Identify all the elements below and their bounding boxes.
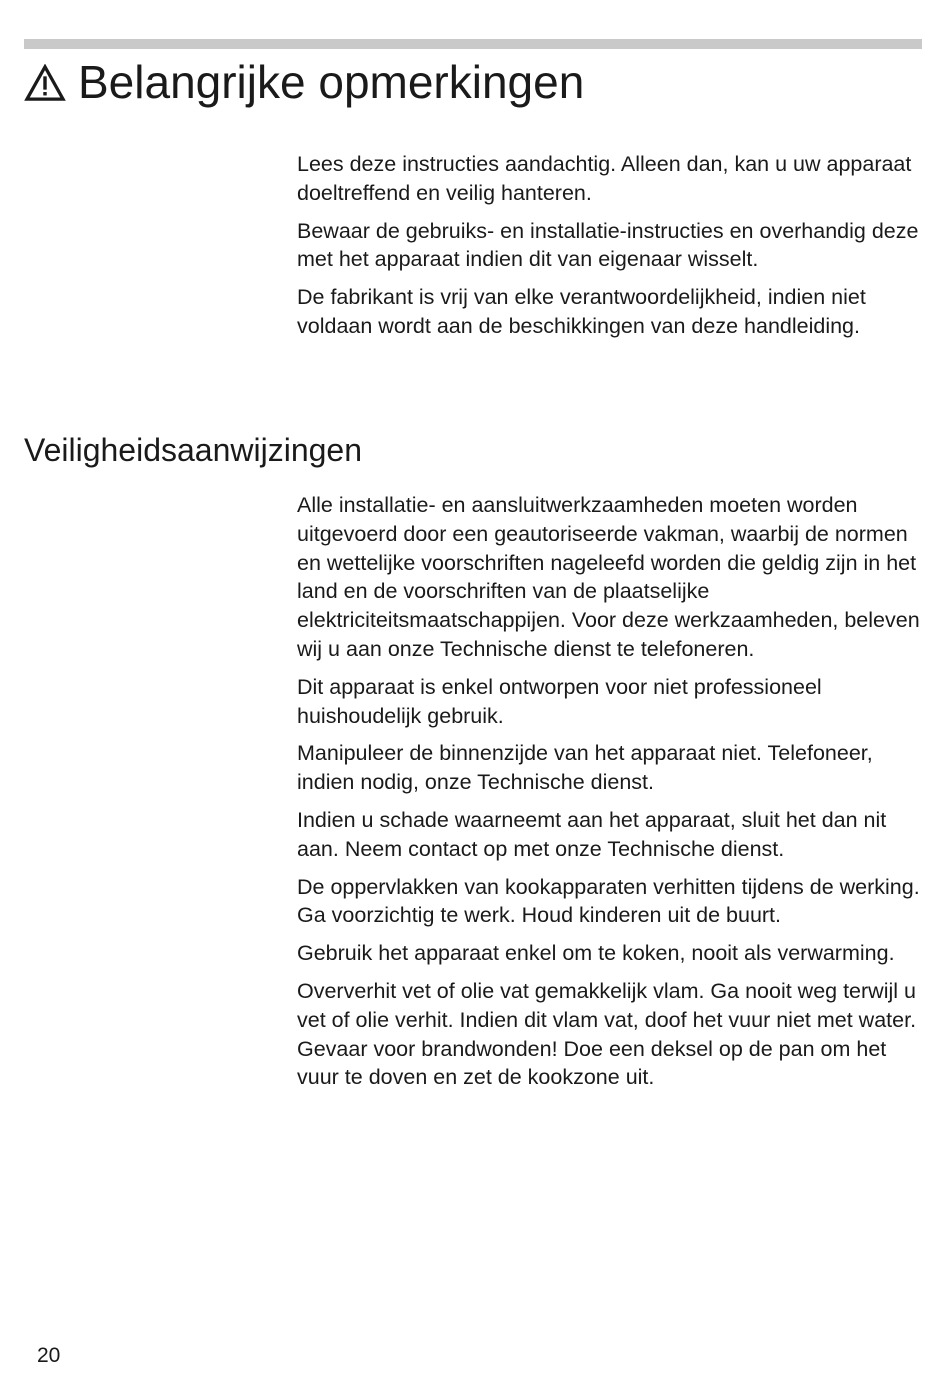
intro-paragraph: De fabrikant is vrij van elke verantwoordelijkheid, indien niet voldaan wordt aan de beschikkingen van deze handleiding. [297, 285, 866, 338]
safety-paragraph: Indien u schade waarneemt aan het apparaat, sluit het dan nit aan. Neem contact op met onze Technische dienst. [297, 807, 887, 861]
page-number: 20 [37, 1344, 61, 1367]
intro-section [297, 150, 927, 350]
safety-paragraph: Oververhit vet of olie vat gemakkelijk vlam. Ga nooit weg terwijl u vet of olie verhit. Indien dit vlam vat, doof het vuur niet met water. Gevaar voor brandwonden! Doe een deksel op de pan om het vuur te doven en zet de kookzone uit. [297, 978, 917, 1090]
safety-paragraph: Dit apparaat is enkel ontworpen voor niet professioneel huishoudelijk gebruik. [297, 674, 822, 728]
safety-paragraph: Gebruik het apparaat enkel om te koken, nooit als verwarming. [297, 941, 895, 966]
safety-section [297, 491, 927, 1101]
page-title [24, 52, 584, 112]
section-heading-safety: Veiligheidsaanwijzingen [24, 432, 363, 468]
intro-paragraph: Bewaar de gebruiks- en installatie-instructies en overhandig deze met het apparaat indien dit van eigenaar wisselt. [297, 218, 919, 272]
top-rule [24, 39, 922, 49]
warning-icon [24, 64, 66, 102]
page-title-text: Belangrijke opmerkingen [78, 56, 585, 108]
safety-paragraph: Alle installatie- en aansluitwerkzaamheden moeten worden uitgevoerd door een geautoriseerde vakman, waarbij de normen en wettelijke voorschriften nageleefd worden die geldig zijn in het land en de voorschriften van de plaatselijke elektriciteitsmaatschappijen. Voor deze werkzaamheden, beleven wij u aan onze Technische dienst te telefoneren. [297, 493, 920, 661]
safety-paragraph: De oppervlakken van kookapparaten verhitten tijdens de werking. Ga voorzichtig te werk. Houd kinderen uit de buurt. [297, 874, 920, 928]
safety-paragraph: Manipuleer de binnenzijde van het apparaat niet. Telefoneer, indien nodig, onze Technische dienst. [297, 741, 873, 795]
intro-paragraph: Lees deze instructies aandachtig. Alleen dan, kan u uw apparaat doeltreffend en veilig hanteren. [297, 152, 912, 205]
